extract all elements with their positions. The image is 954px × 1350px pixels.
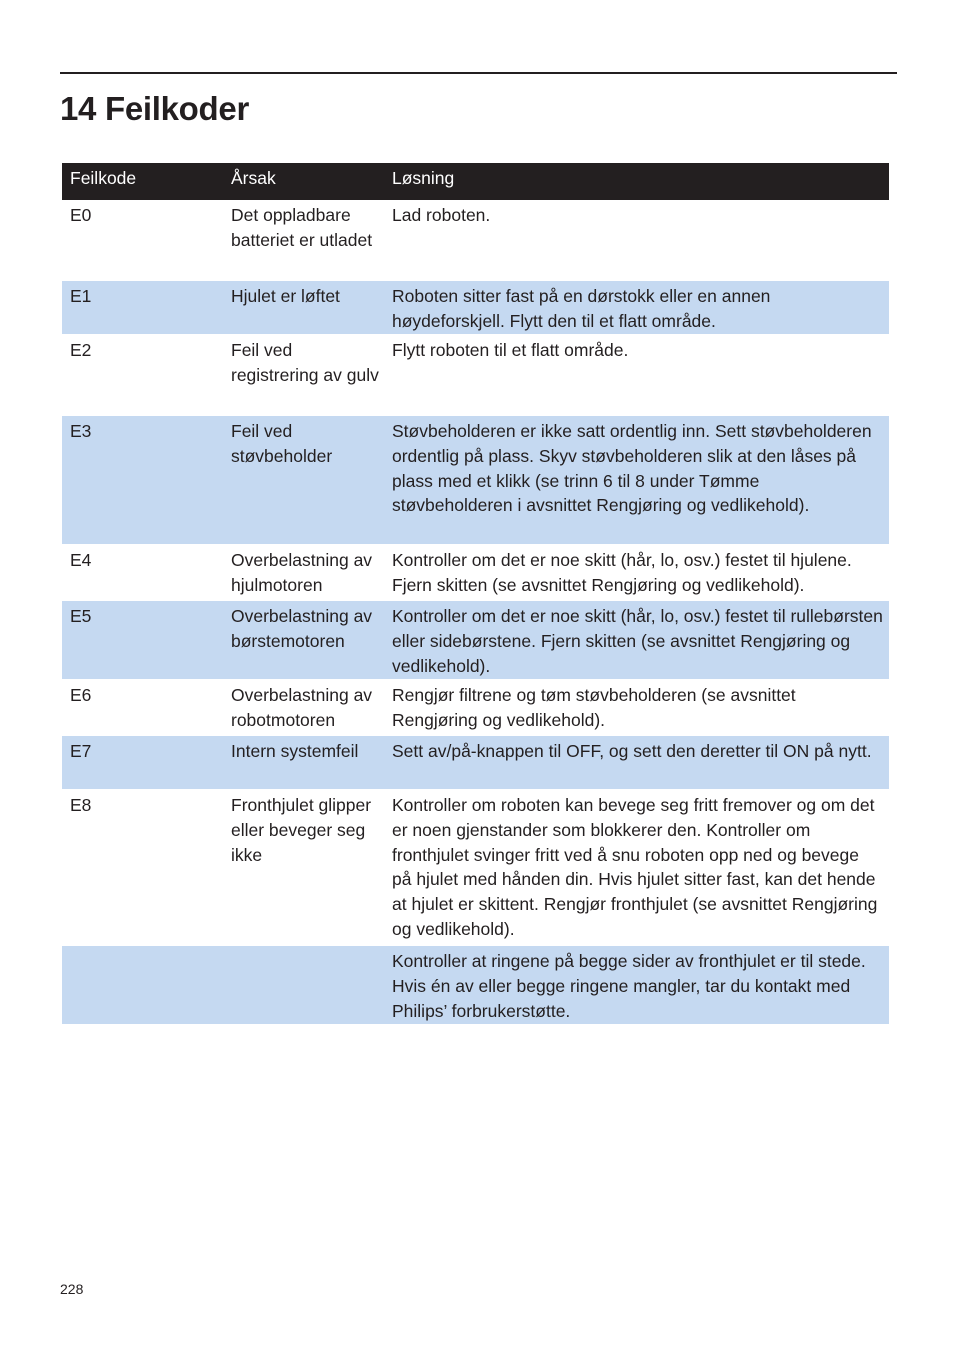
error-cause: Overbelastning av hjulmotoren — [231, 550, 373, 595]
table-row — [62, 600, 889, 680]
error-solution: Kontroller om roboten kan bevege seg fritt fremover og om det er noen gjenstander som blokkerer den. Kontroller om fronthjulet svinger fritt ved å snu roboten opp ned og bevege på hjulet med hånden din. Hvis hjulet sitter fast, kan det hende at hjulet er skittent. Rengjør fronthjulet (se avsnittet Rengjøring og vedlikehold). — [392, 795, 878, 939]
error-code: E3 — [70, 421, 92, 441]
table-row — [62, 415, 889, 545]
header-code: Feilkode — [70, 168, 137, 189]
error-cause — [223, 946, 384, 1024]
header-cause: Årsak — [231, 168, 276, 189]
error-cause: Feil ved støvbeholder — [231, 421, 333, 466]
table-row — [62, 280, 889, 335]
error-cause: Overbelastning av børstemotoren — [231, 606, 373, 651]
error-cause: Intern systemfeil — [231, 741, 359, 761]
error-code: E4 — [70, 550, 92, 570]
top-rule — [60, 72, 897, 74]
error-solution: Kontroller om det er noe skitt (hår, lo, osv.) festet til rullebørsten eller sidebørstene. Fjern skitten (se avsnittet Rengjøring og vedlikehold). — [392, 606, 883, 676]
error-cause: Overbelastning av robotmotoren — [231, 685, 373, 730]
error-cause: Feil ved registrering av gulv — [231, 340, 379, 385]
table-row — [62, 945, 889, 1025]
error-code — [62, 946, 223, 1024]
table-row — [62, 335, 889, 415]
error-code: E7 — [70, 741, 92, 761]
table-row — [62, 680, 889, 735]
page-number: 228 — [60, 1281, 84, 1297]
error-code: E0 — [70, 205, 92, 225]
table-row — [62, 735, 889, 790]
error-solution: Lad roboten. — [392, 205, 491, 225]
error-code: E2 — [70, 340, 92, 360]
error-code: E8 — [70, 795, 92, 815]
error-code: E1 — [70, 286, 92, 306]
table-row — [62, 545, 889, 600]
error-cause: Hjulet er løftet — [231, 286, 340, 306]
error-solution: Flytt roboten til et flatt område. — [392, 340, 629, 360]
error-code-table — [62, 163, 889, 1025]
error-solution: Kontroller at ringene på begge sider av fronthjulet er til stede. Hvis én av eller begge ringene mangler, tar du kontakt med Philips’ forbrukerstøtte. — [392, 951, 866, 1021]
page-title: 14 Feilkoder — [60, 90, 249, 127]
header-solution: Løsning — [392, 168, 455, 189]
error-solution: Kontroller om det er noe skitt (hår, lo, osv.) festet til hjulene. Fjern skitten (se avsnittet Rengjøring og vedlikehold). — [392, 550, 852, 595]
error-cause: Det oppladbare batteriet er utladet — [231, 205, 373, 250]
table-header — [62, 163, 889, 200]
error-code: E6 — [70, 685, 92, 705]
error-solution: Støvbeholderen er ikke satt ordentlig inn. Sett støvbeholderen ordentlig på plass. Skyv støvbeholderen slik at den låses på plass med et klikk (se trinn 6 til 8 under Tømme støvbeholderen i avsnittet Rengjøring og vedlikehold). — [392, 421, 872, 516]
error-cause: Fronthjulet glipper eller beveger seg ikke — [231, 795, 372, 865]
error-solution: Rengjør filtrene og tøm støvbeholderen (se avsnittet Rengjøring og vedlikehold). — [392, 685, 796, 730]
table-row — [62, 200, 889, 280]
error-solution: Sett av/på-knappen til OFF, og sett den deretter til ON på nytt. — [392, 741, 872, 761]
error-solution: Roboten sitter fast på en dørstokk eller en annen høydeforskjell. Flytt den til et flatt område. — [392, 286, 771, 331]
table-row — [62, 790, 889, 945]
error-code: E5 — [70, 606, 92, 626]
